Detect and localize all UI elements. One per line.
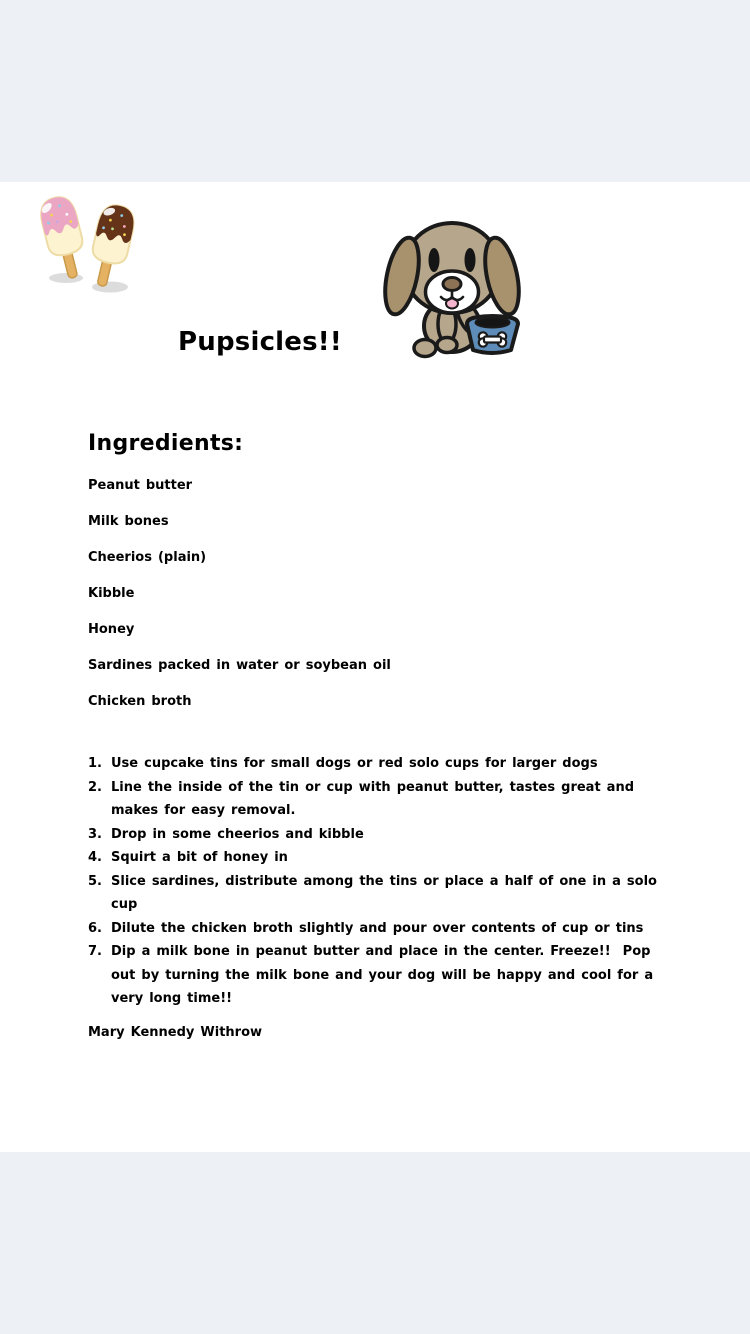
step-number: 1. xyxy=(88,756,102,771)
ingredients-heading: Ingredients: xyxy=(88,431,244,456)
instructions-list xyxy=(88,752,662,1011)
ingredient-item: Chicken broth xyxy=(88,694,192,709)
instruction-step xyxy=(88,752,662,776)
step-number: 4. xyxy=(88,850,102,865)
step-text: Slice sardines, distribute among the tins or place a half of one in a solo cup xyxy=(111,873,663,912)
instruction-step xyxy=(88,823,662,847)
step-number: 7. xyxy=(88,944,102,959)
ingredient-item: Honey xyxy=(88,622,135,637)
ingredient-item: Milk bones xyxy=(88,514,169,529)
ingredient-item: Kibble xyxy=(88,586,135,601)
ingredient-item: Cheerios (plain) xyxy=(88,550,207,565)
page-title: Pupsicles!! xyxy=(178,327,342,357)
step-number: 6. xyxy=(88,920,102,936)
step-number: 5. xyxy=(88,873,102,889)
author-name: Mary Kennedy Withrow xyxy=(88,1024,263,1040)
recipe-document xyxy=(0,182,750,1152)
step-text: Squirt a bit of honey in xyxy=(111,850,288,865)
step-text: Dip a milk bone in peanut butter and place in the center. Freeze!! Pop out by turning the milk bone and your dog will be happy and cool for a very long time!! xyxy=(111,944,660,1006)
step-text: Dilute the chicken broth slightly and pour over contents of cup or tins xyxy=(111,920,644,936)
popsicles-image xyxy=(22,192,140,296)
instruction-step xyxy=(88,776,662,823)
chocolate-popsicle xyxy=(85,202,138,290)
puppy-with-bowl-icon xyxy=(381,216,527,364)
step-text: Drop in some cheerios and kibble xyxy=(111,826,364,842)
step-number: 3. xyxy=(88,826,102,842)
step-text: Use cupcake tins for small dogs or red solo cups for larger dogs xyxy=(111,756,598,771)
instruction-step xyxy=(88,917,662,941)
instruction-step xyxy=(88,870,662,917)
puppy-image xyxy=(381,216,527,364)
step-text: Line the inside of the tin or cup with peanut butter, tastes great and makes for easy removal. xyxy=(111,779,641,818)
ingredient-item: Peanut butter xyxy=(88,478,193,493)
instruction-step xyxy=(88,940,662,1011)
ingredient-item: Sardines packed in water or soybean oil xyxy=(88,658,391,673)
instruction-step xyxy=(88,846,662,870)
step-number: 2. xyxy=(88,779,102,795)
popsicles-icon xyxy=(22,192,140,296)
recipe-content xyxy=(88,430,662,1042)
pink-popsicle xyxy=(37,194,91,282)
